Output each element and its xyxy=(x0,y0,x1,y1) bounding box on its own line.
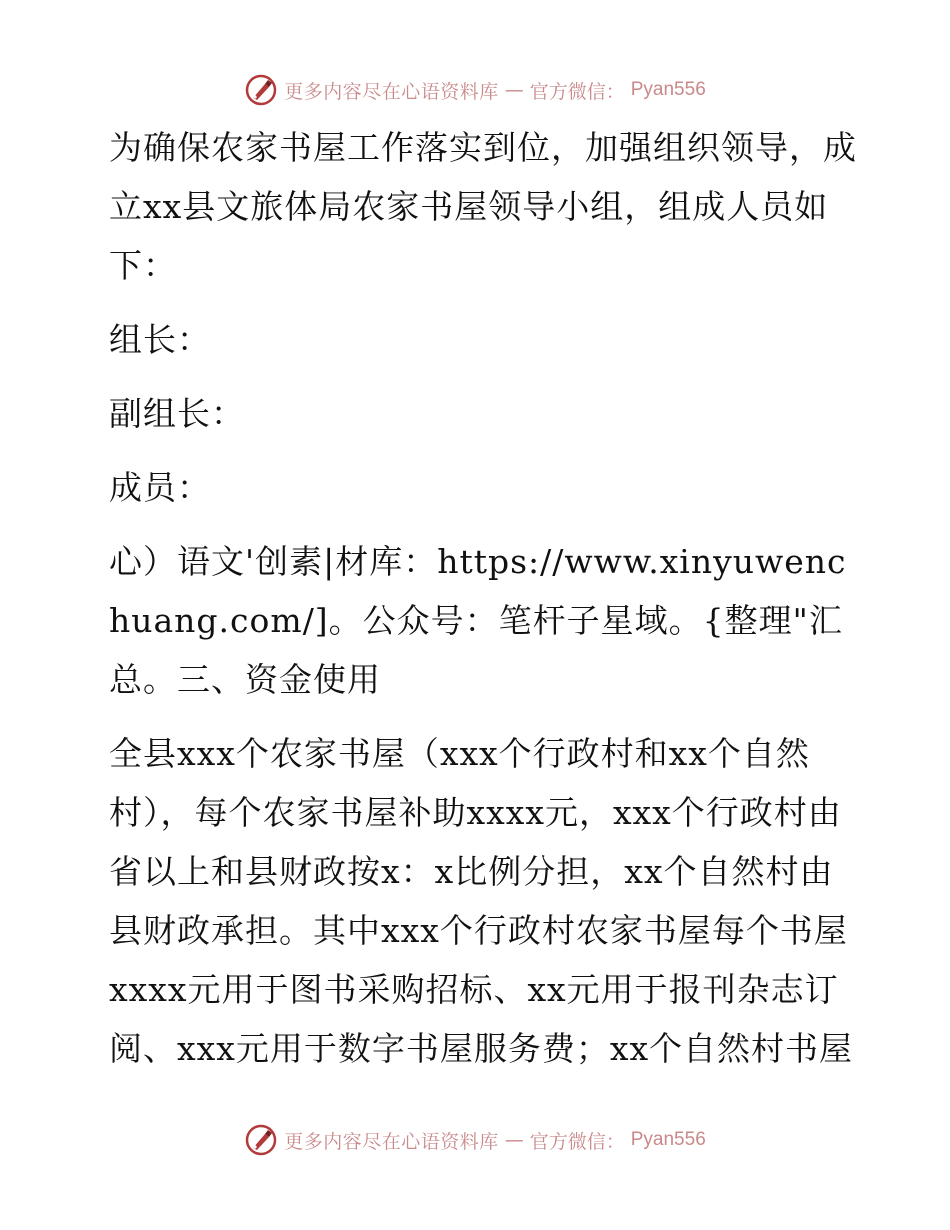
footer-watermark-banner xyxy=(0,1120,950,1160)
banner-wechat-id: Pyan556 xyxy=(630,1129,706,1150)
paragraph-leader: 组长： xyxy=(109,320,211,359)
paragraph-intro: 为确保农家书屋工作落实到位，加强组织领导，成立xx县文旅体局农家书屋领导小组，组成人员如下： xyxy=(109,128,857,285)
banner-site-text: 更多内容尽在心语资料库 xyxy=(284,80,499,103)
banner-wechat-id: Pyan556 xyxy=(630,79,706,100)
banner-site-text: 更多内容尽在心语资料库 xyxy=(284,1130,499,1153)
banner-content xyxy=(244,1123,706,1157)
paragraph-watermark-and-section: 心）语文'创素|材库：https://www.xinyuwenchuang.com/]。公众号：笔杆子星域。{整理"汇总。三、资金使用 xyxy=(109,542,847,699)
pen-logo-icon xyxy=(244,1123,278,1157)
paragraph-funding: 全县xxx个农家书屋（xxx个行政村和xx个自然村），每个农家书屋补助xxxx元，xxx个行政村由省以上和县财政按x：x比例分担，xx个自然村由县财政承担。其中xxx个行政村农家书屋每个书屋xxxx元用于图书采购招标、xx元用于报刊杂志订阅、xxx元用于数字书屋服务费；xx个自然村书屋 xyxy=(109,734,854,1068)
banner-separator: — xyxy=(504,1129,524,1151)
paragraph-deputy-leader: 副组长： xyxy=(109,394,245,433)
banner-content xyxy=(244,73,706,107)
banner-wechat-label: 官方微信： xyxy=(529,80,625,103)
header-watermark-banner xyxy=(0,70,950,110)
pen-logo-icon xyxy=(244,73,278,107)
banner-separator: — xyxy=(504,79,524,101)
paragraph-members: 成员： xyxy=(109,468,211,507)
document-body xyxy=(97,118,867,1078)
banner-wechat-label: 官方微信： xyxy=(529,1130,625,1153)
